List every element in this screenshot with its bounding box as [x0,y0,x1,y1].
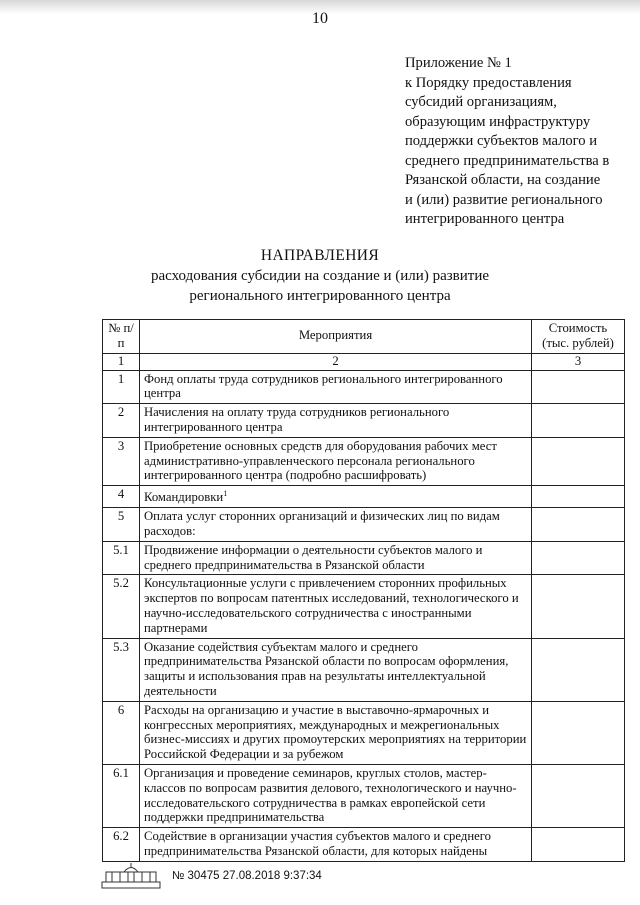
row-activity: Фонд оплаты труда сотрудников регионального интегрированного центра [140,370,532,404]
title-line-1: расходования субсидии на создание и (или) развитие [151,268,489,284]
row-cost [532,638,625,701]
registration-footer [100,862,322,890]
table-row [103,828,625,862]
row-activity-text: Командировки [144,490,224,505]
title-heading: НАПРАВЛЕНИЯ [260,247,380,264]
table-row [103,486,625,508]
registration-number: № 30475 27.08.2018 9:37:34 [172,870,322,882]
footnote-marker: 1 [223,489,228,499]
table-row [103,404,625,438]
expenses-table [102,319,625,862]
table-row [103,575,625,638]
appendix-line: среднего предпринимательства в [405,152,610,169]
column-index: 2 [140,353,532,370]
appendix-line: интегрированного центра [405,211,565,227]
header-number: № п/п [103,320,140,354]
row-cost [532,508,625,542]
table-header-row [103,320,625,354]
row-activity: Расходы на организацию и участие в выставочно-ярмарочных и конгрессных мероприятиях, международных и межрегиональных бизнес-миссиях и других промоутерских мероприятиях на территории Российской Федерации и за рубежом [140,701,532,764]
row-activity: Начисления на оплату труда сотрудников регионального интегрированного центра [140,404,532,438]
header-activity: Мероприятия [140,320,532,354]
table-row [103,764,625,827]
table-row [103,370,625,404]
appendix-line: Приложение № 1 [405,55,512,71]
government-building-stamp-icon [100,862,162,890]
row-cost [532,437,625,485]
column-index-row [103,353,625,370]
row-number: 2 [103,404,140,438]
row-number: 4 [103,486,140,508]
row-cost [532,701,625,764]
row-activity: Организация и проведение семинаров, круглых столов, мастер-классов по вопросам развития делового, технологического и научно-исследовательского сотрудничества в рамках европейской сети поддержки предпринимательства [140,764,532,827]
row-activity [140,486,532,508]
row-activity: Консультационные услуги с привлечением сторонних профильных экспертов по вопросам патентных исследований, технологического и научно-исследовательского сотрудничества с иностранными партнерами [140,575,532,638]
row-activity: Оплата услуг сторонних организаций и физических лиц по видам расходов: [140,508,532,542]
appendix-line: субсидий организациям, [405,94,557,110]
row-activity: Оказание содействия субъектам малого и среднего предпринимательства Рязанской области по вопросам оформления, защиты и использования прав на результаты интеллектуальной деятельности [140,638,532,701]
row-activity: Продвижение информации о деятельности субъектов малого и среднего предпринимательства в Рязанской области [140,541,532,575]
table-row [103,508,625,542]
row-number: 5 [103,508,140,542]
appendix-line: поддержки субъектов малого и [405,133,598,149]
appendix-line: и (или) развитие регионального [405,191,603,208]
row-number: 3 [103,437,140,485]
row-cost [532,486,625,508]
row-number: 1 [103,370,140,404]
row-cost [532,575,625,638]
table-row [103,638,625,701]
row-number: 6.2 [103,828,140,862]
header-cost: Стоимость (тыс. рублей) [532,320,625,354]
table-row [103,437,625,485]
appendix-line: образующим инфраструктуру [405,113,591,130]
title-line-2: регионального интегрированного центра [189,288,451,304]
row-number: 6.1 [103,764,140,827]
row-cost [532,404,625,438]
column-index: 1 [103,353,140,370]
row-number: 5.1 [103,541,140,575]
row-cost [532,541,625,575]
appendix-block [405,54,630,230]
appendix-line: к Порядку предоставления [405,74,572,91]
row-cost [532,764,625,827]
page-number: 10 [312,10,328,27]
row-number: 5.3 [103,638,140,701]
row-number: 5.2 [103,575,140,638]
row-number: 6 [103,701,140,764]
row-cost [532,370,625,404]
column-index: 3 [532,353,625,370]
appendix-line: Рязанской области, на создание [405,172,601,188]
table-row [103,701,625,764]
row-activity: Приобретение основных средств для оборудования рабочих мест административно-управленческого персонала регионального интегрированного центра (подробно расшифровать) [140,437,532,485]
table-row [103,541,625,575]
row-activity: Содействие в организации участия субъектов малого и среднего предпринимательства Рязанской области, для которых найдены [140,828,532,862]
row-cost [532,828,625,862]
document-title [0,246,640,306]
